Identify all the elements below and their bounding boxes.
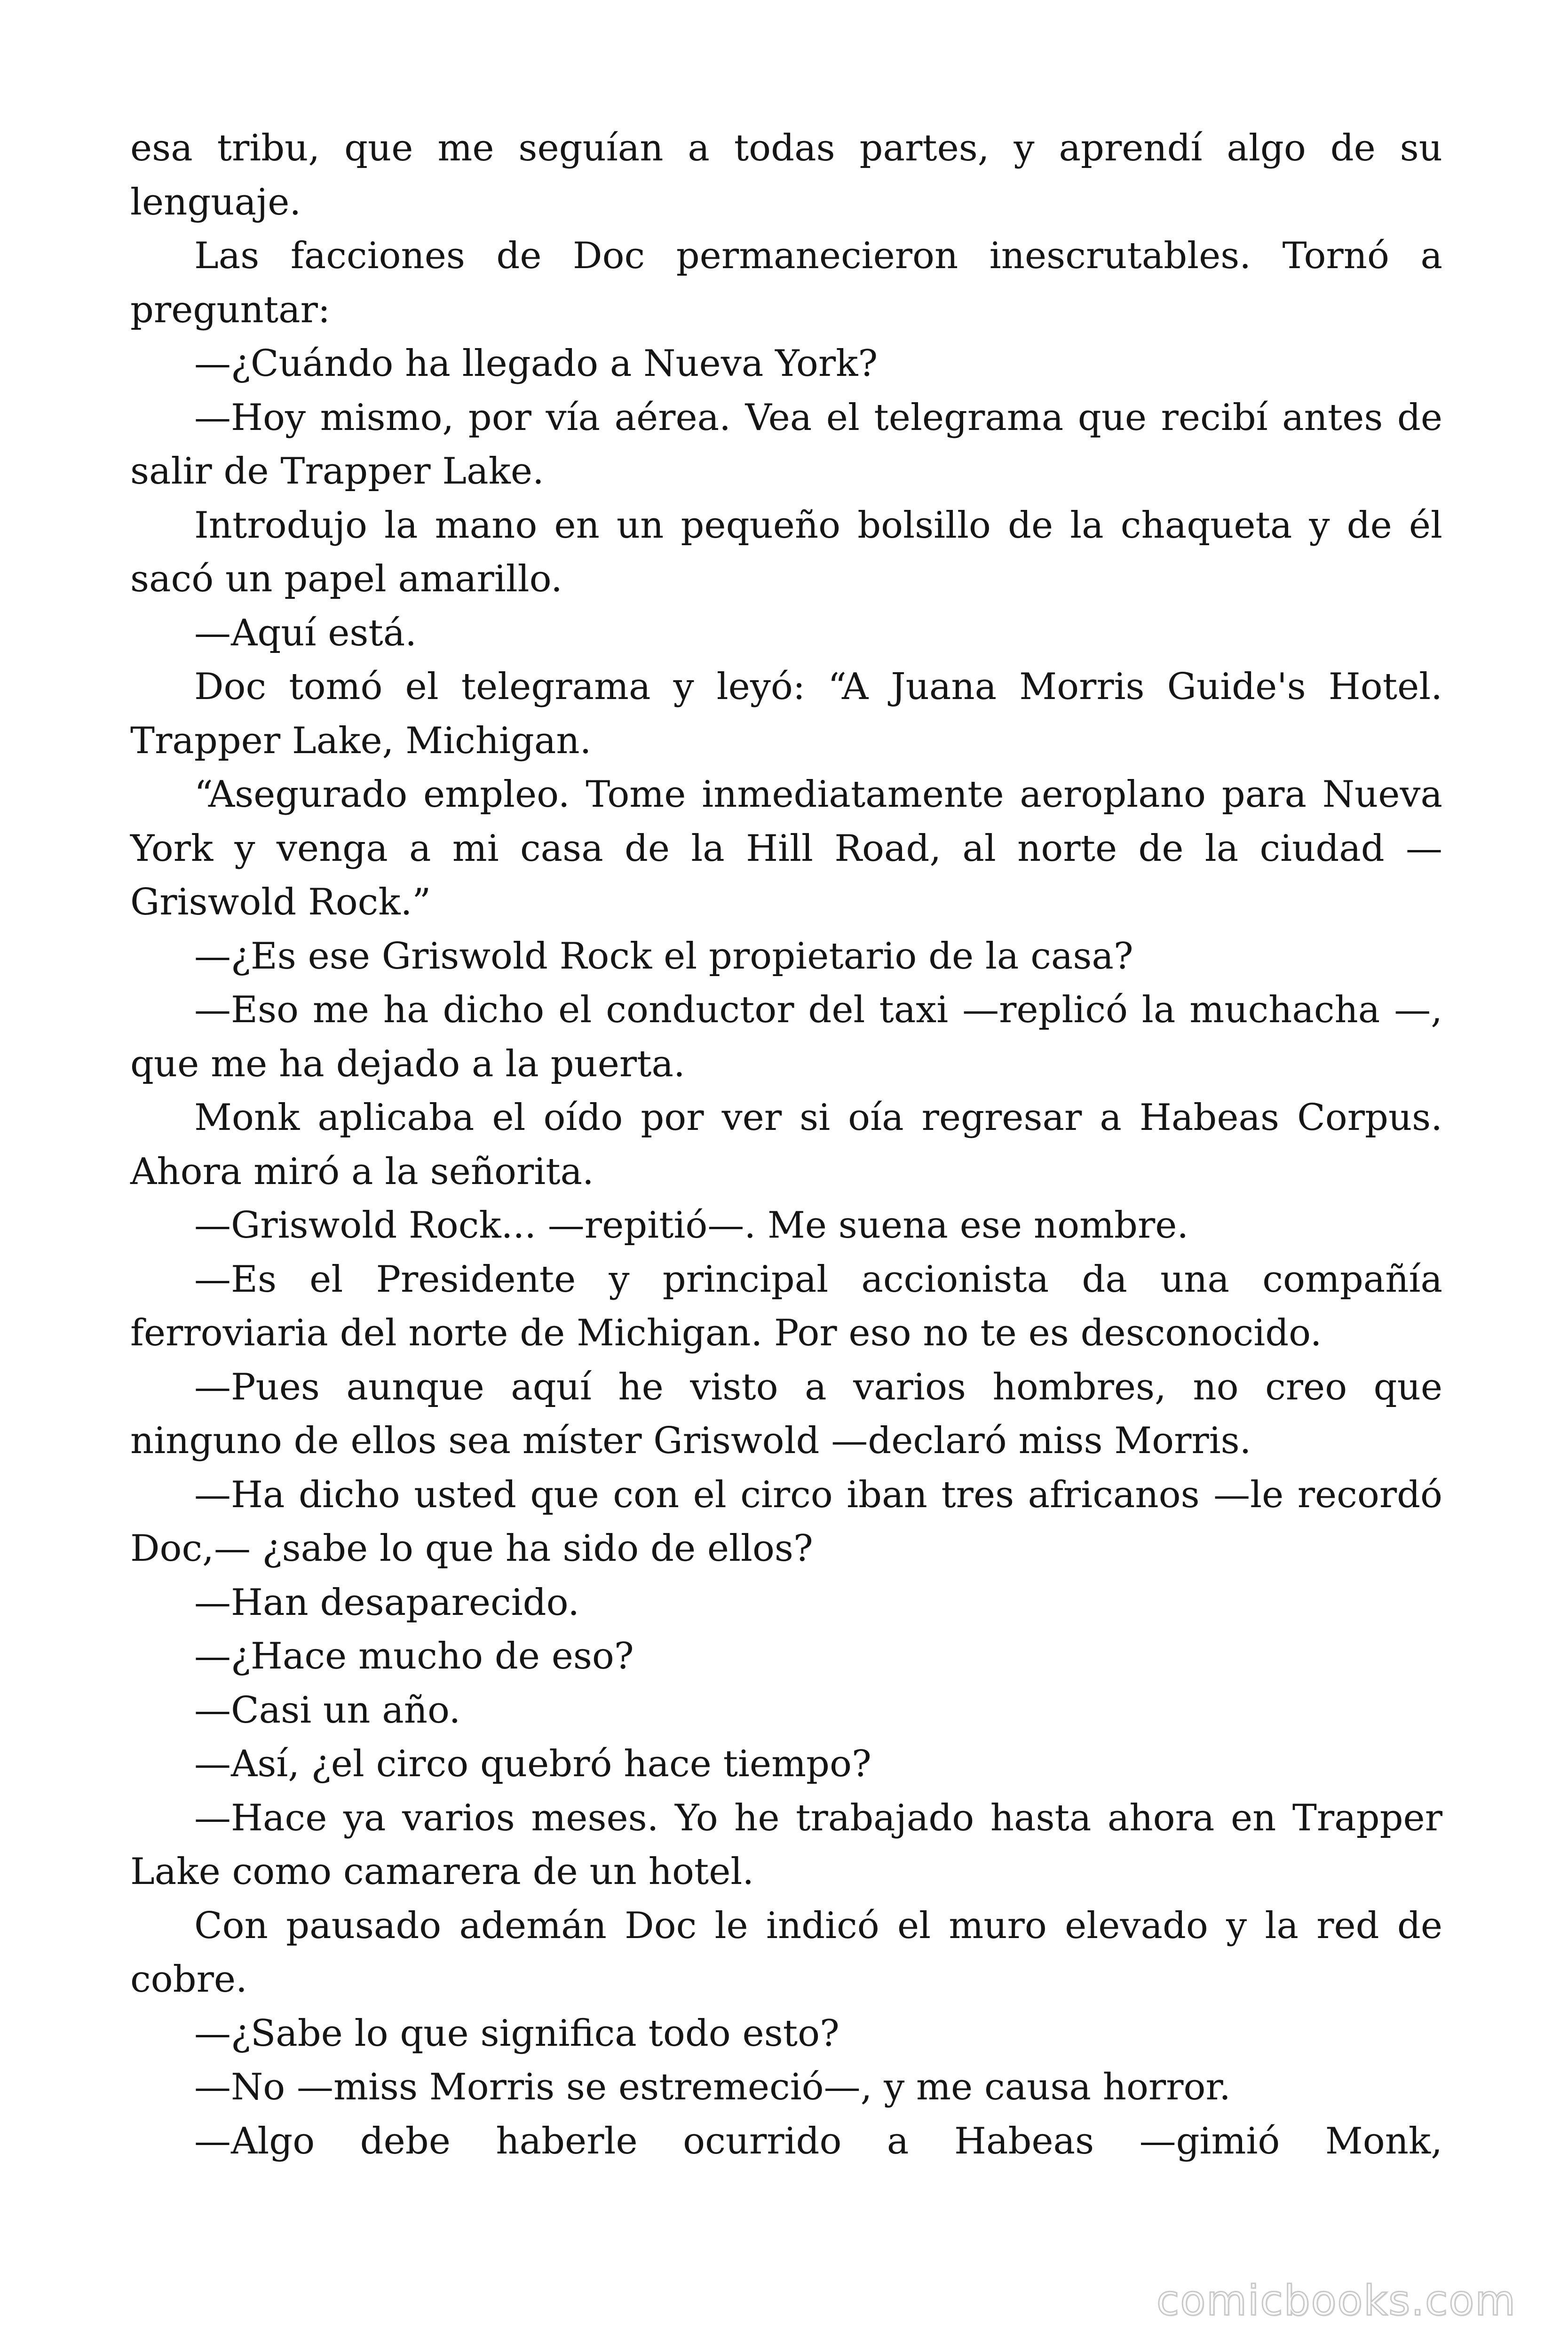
paragraph: —Eso me ha dicho el conductor del taxi —replicó la muchacha —, que me ha dejado a la puerta.	[130, 989, 1442, 1085]
paragraph: —¿Es ese Griswold Rock el propietario de la casa?	[194, 935, 1133, 977]
paragraph: —Es el Presidente y principal accionista da una compañía ferroviaria del norte de Michigan. Por eso no te es desconocido.	[130, 1258, 1442, 1354]
paragraph: Las facciones de Doc permanecieron inescrutables. Tornó a preguntar:	[130, 235, 1442, 331]
page-body	[130, 121, 1442, 2168]
paragraph: —¿Cuándo ha llegado a Nueva York?	[194, 342, 878, 385]
paragraph: —¿Sabe lo que significa todo esto?	[194, 2012, 839, 2055]
paragraph: —Pues aunque aquí he visto a varios hombres, no creo que ninguno de ellos sea míster Griswold —declaró miss Morris.	[130, 1366, 1442, 1462]
paragraph: Doc tomó el telegrama y leyó: “A Juana Morris Guide's Hotel. Trapper Lake, Michigan.	[130, 666, 1442, 762]
paragraph: Monk aplicaba el oído por ver si oía regresar a Habeas Corpus. Ahora miró a la señorita.	[130, 1097, 1442, 1193]
watermark: comicbooks.com	[1156, 2276, 1516, 2325]
paragraph: —Griswold Rock... —repitió—. Me suena ese nombre.	[194, 1204, 1189, 1247]
paragraph: —¿Hace mucho de eso?	[194, 1635, 634, 1677]
paragraph: Introdujo la mano en un pequeño bolsillo de la chaqueta y de él sacó un papel amarillo.	[130, 504, 1442, 600]
paragraph: —Hace ya varios meses. Yo he trabajado hasta ahora en Trapper Lake como camarera de un hotel.	[130, 1796, 1442, 1893]
paragraph: —Ha dicho usted que con el circo iban tres africanos —le recordó Doc,— ¿sabe lo que ha sido de ellos?	[130, 1473, 1442, 1570]
paragraph: —Casi un año.	[194, 1689, 461, 1732]
paragraph: “Asegurado empleo. Tome inmediatamente aeroplano para Nueva York y venga a mi casa de la Hill Road, al norte de la ciudad —Griswold Rock.”	[130, 773, 1442, 923]
paragraph: —Han desaparecido.	[194, 1581, 579, 1624]
paragraph: —Aquí está.	[194, 612, 417, 654]
paragraph: —No —miss Morris se estremeció—, y me causa horror.	[194, 2066, 1231, 2108]
paragraph-continued: —Algo debe haberle ocurrido a Habeas —gimió Monk,	[194, 2120, 1442, 2162]
paragraph: Con pausado ademán Doc le indicó el muro elevado y la red de cobre.	[130, 1904, 1442, 2001]
paragraph: —Así, ¿el circo quebró hace tiempo?	[194, 1743, 871, 1785]
paragraph: —Hoy mismo, por vía aérea. Vea el telegrama que recibí antes de salir de Trapper Lake.	[130, 396, 1442, 493]
paragraph: esa tribu, que me seguían a todas partes, y aprendí algo de su lenguaje.	[130, 127, 1442, 223]
